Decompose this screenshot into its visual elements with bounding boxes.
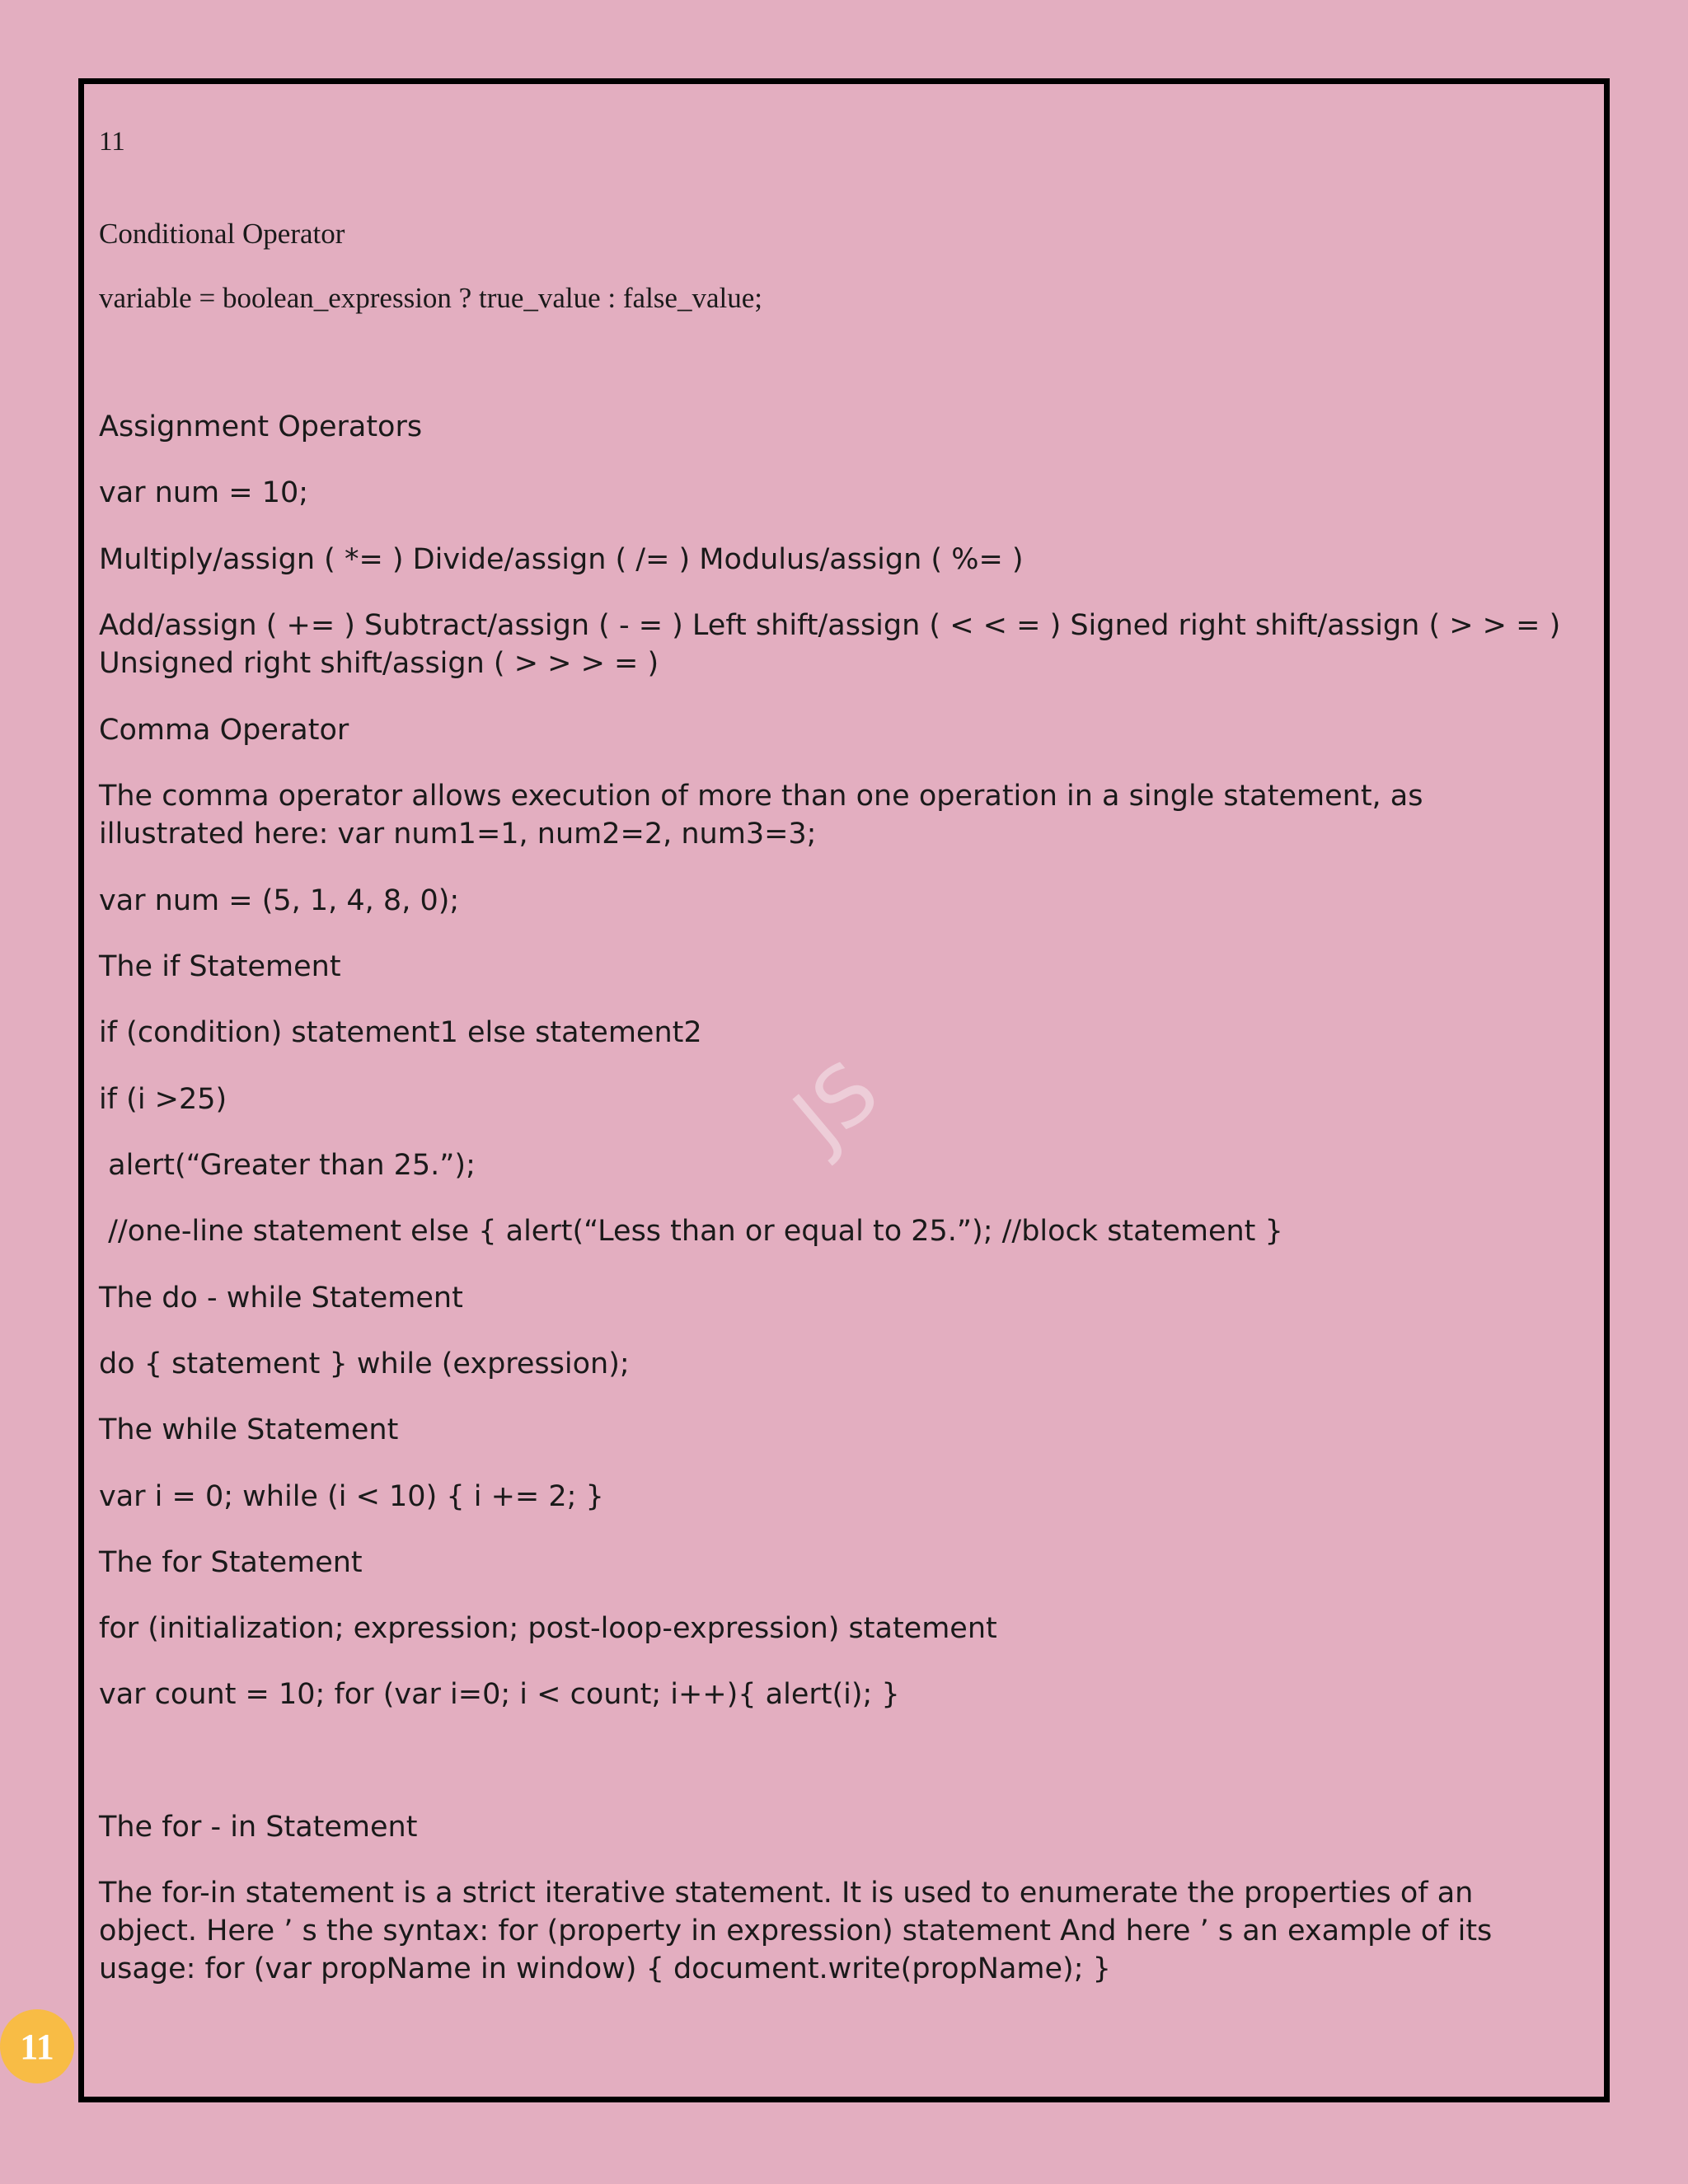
if-statement-example-alert: alert(“Greater than 25.”); [99,1149,476,1182]
comma-operator-heading: Comma Operator [99,714,349,747]
for-in-heading: The for - in Statement [99,1811,418,1844]
page-number-top: 11 [99,127,125,157]
assignment-operator-list-2: Add/assign ( += ) Subtract/assign ( - = ) Left shift/assign ( < < = ) Signed right shift/assign ( > > = ) Unsigned right shift/assign ( > > > = ) [99,609,1561,680]
comma-operator-example: var num = (5, 1, 4, 8, 0); [99,884,460,917]
if-statement-syntax: if (condition) statement1 else statement2 [99,1016,702,1049]
if-statement-example-else: //one-line statement else { alert(“Less than or equal to 25.”); //block statement } [99,1215,1283,1248]
comma-operator-description: The comma operator allows execution of more than one operation in a single statement, as illustrated here: var num1=1, num2=2, num3=3; [99,780,1423,851]
while-heading: The while Statement [99,1413,399,1446]
conditional-operator-syntax: variable = boolean_expression ? true_value : false_value; [99,282,762,314]
for-example: var count = 10; for (var i=0; i < count; i++){ alert(i); } [99,1678,900,1711]
do-while-heading: The do - while Statement [99,1282,463,1315]
for-heading: The for Statement [99,1546,363,1579]
js-watermark: JS [775,1042,897,1166]
assignment-example: var num = 10; [99,476,309,509]
assignment-operator-list-1: Multiply/assign ( *= ) Divide/assign ( /= ) Modulus/assign ( %= ) [99,543,1024,576]
assignment-operators-heading: Assignment Operators [99,410,423,443]
if-statement-heading: The if Statement [99,950,341,983]
conditional-operator-heading: Conditional Operator [99,218,345,250]
page-number-badge: 11 [0,2009,74,2083]
if-statement-example-condition: if (i >25) [99,1083,227,1116]
do-while-syntax: do { statement } while (expression); [99,1347,630,1380]
for-in-description: The for-in statement is a strict iterative statement. It is used to enumerate the properties of an object. Here ’ s the syntax: for (property in expression) statement And here ’ s an example of its usage: for (var propName in window) { document.write(propName); } [99,1877,1493,1985]
for-syntax: for (initialization; expression; post-loop-expression) statement [99,1612,997,1645]
while-example: var i = 0; while (i < 10) { i += 2; } [99,1480,604,1513]
